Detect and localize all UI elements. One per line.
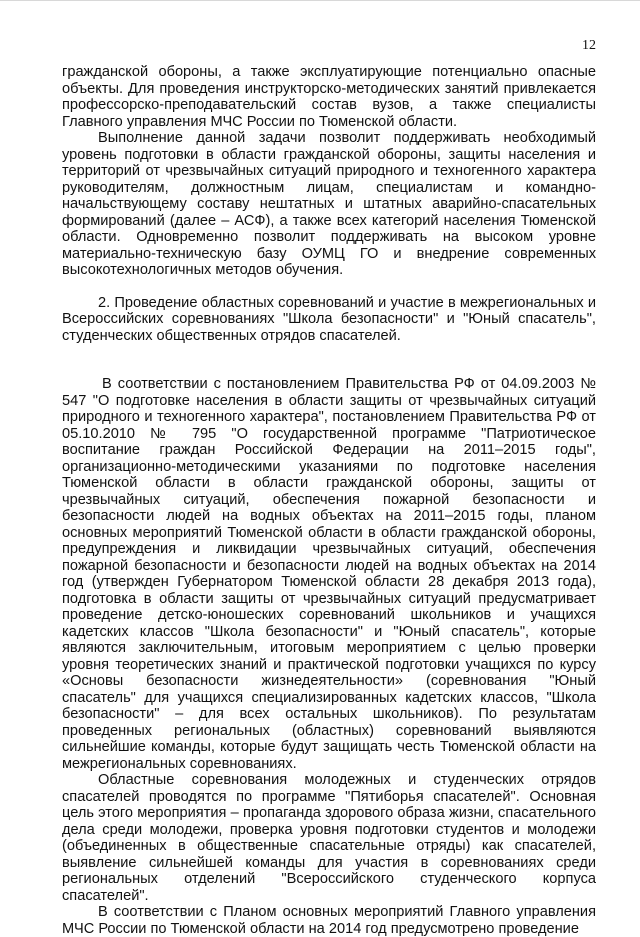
paragraph-duty: Выполнение данной задачи позволит поддерживать необходимый уровень подготовки в области гражданской обороны, защиты населения и территорий от чрезвычайных ситуаций природного и техногенного характера руководителям, должностным лицам, специалистам и командно-начальствующему составу нештатных и штатных аварийно-спасательных формирований (далее – АСФ), а также всех категорий населения Тюменской области. Одновременно позволит поддерживать на высоком уровне материально-техническую базу ОУМЦ ГО и внедрение современных высокотехнологичных методов обучения. — [62, 130, 596, 278]
page-number: 12 — [582, 38, 596, 53]
paragraph-plan: В соответствии с Планом основных мероприятий Главного управления МЧС России по Тюменской области на 2014 год предусмотрено проведение — [62, 904, 596, 937]
document-body — [62, 64, 596, 937]
page-top-edge — [0, 0, 640, 1]
paragraph-intro: гражданской обороны, а также эксплуатирующие потенциально опасные объекты. Для проведения инструкторско-методических занятий привлекается профессорско-преподавательский состав вузов, а также специалисты Главного управления МЧС России по Тюменской области. — [62, 64, 596, 130]
paragraph-students: Областные соревнования молодежных и студенческих отрядов спасателей проводятся по программе "Пятиборья спасателей". Основная цель этого мероприятия – пропаганда здорового образа жизни, спасательного дела среди молодежи, проверка уровня подготовки студентов и молодежи (объединенных в общественные спасательные отряды) как спасателей, выявление сильнейшей команды для участия в соревнованиях среди региональных отделений "Всероссийского студенческого корпуса спасателей". — [62, 772, 596, 904]
paragraph-resolution: В соответствии с постановлением Правительства РФ от 04.09.2003 № 547 "О подготовке населения в области защиты от чрезвычайных ситуаций природного и техногенного характера", постановлением Правительства РФ от 05.10.2010 № 795 "О государственной программе "Патриотическое воспитание граждан Российской Федерации на 2011–2015 годы", организационно-методическими указаниями по подготовке населения Тюменской области в области гражданской обороны, защиты от чрезвычайных ситуаций, обеспечения пожарной безопасности и безопасности людей на водных объектах на 2011–2015 годы, планом основных мероприятий Тюменской области в области гражданской обороны, предупреждения и ликвидации чрезвычайных ситуаций, обеспечения пожарной безопасности и безопасности людей на водных объектах на 2014 год (утвержден Губернатором Тюменской области 28 декабря 2013 года), подготовка в области защиты от чрезвычайных ситуаций предусматривает проведение детско-юношеских соревнований школьников и учащихся кадетских классов "Школа безопасности" и "Юный спасатель", которые являются заключительным, итоговым мероприятием с целью проверки уровня теоретических знаний и практической подготовки учащихся по курсу «Основы безопасности жизнедеятельности» (соревнования "Юный спасатель" для учащихся специализированных кадетских классов, "Школа безопасности" – для всех остальных школьников). По результатам проведенных региональных (областных) соревнований выявляются сильнейшие команды, которые будут защищать честь Тюменской области на межрегиональных соревнованиях. — [62, 376, 596, 772]
section-heading: 2. Проведение областных соревнований и участие в межрегиональных и Всероссийских соревнованиях "Школа безопасности" и "Юный спасатель", студенческих общественных отрядов спасателей. — [62, 294, 596, 344]
